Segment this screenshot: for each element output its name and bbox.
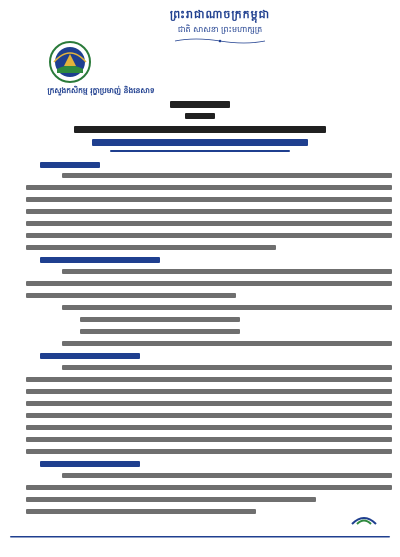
body-text-line	[26, 497, 316, 502]
body-text-line	[26, 245, 276, 250]
ministry-mark-icon	[349, 510, 379, 528]
body-text-line	[26, 401, 392, 406]
body-text-line	[26, 413, 392, 418]
body-text-line	[80, 329, 240, 334]
body-text-line	[62, 365, 392, 370]
body-text-line	[26, 281, 392, 286]
ministry-name: ក្រសួងកសិកម្ម រុក្ខាប្រមាញ់ និងនេសាទ	[47, 86, 155, 95]
body-text-line	[26, 425, 392, 430]
body-text-line	[26, 209, 392, 214]
body-text-line	[26, 509, 256, 514]
body-text-line	[26, 293, 236, 298]
title-line	[74, 126, 326, 133]
body-text-line	[80, 317, 240, 322]
body-text-line	[26, 485, 392, 490]
body-text-line	[26, 197, 392, 202]
body-text-line	[26, 377, 392, 382]
footer-rule	[10, 536, 390, 538]
section-heading-line	[40, 353, 140, 359]
body-text-line	[62, 473, 392, 478]
body-text-line	[26, 233, 392, 238]
body-text-line	[62, 173, 392, 178]
title-line	[170, 101, 230, 108]
body-text-line	[62, 305, 392, 310]
body-text-line	[26, 449, 392, 454]
title-rule	[110, 150, 290, 152]
section-heading-line	[40, 257, 160, 263]
body-text-line	[62, 341, 392, 346]
kingdom-heading: ព្រះរាជាណាចក្រកម្ពុជា	[169, 8, 271, 21]
title-line	[92, 139, 308, 146]
body-text-line	[26, 185, 392, 190]
body-text-line	[26, 437, 392, 442]
title-line	[185, 113, 215, 119]
body-text-line	[26, 221, 392, 226]
section-heading-line	[40, 461, 140, 467]
section-heading-line	[40, 162, 100, 168]
body-text-line	[62, 269, 392, 274]
body-text-line	[26, 389, 392, 394]
national-motto: ជាតិ សាសនា ព្រះមហាក្សត្រ	[177, 25, 263, 34]
